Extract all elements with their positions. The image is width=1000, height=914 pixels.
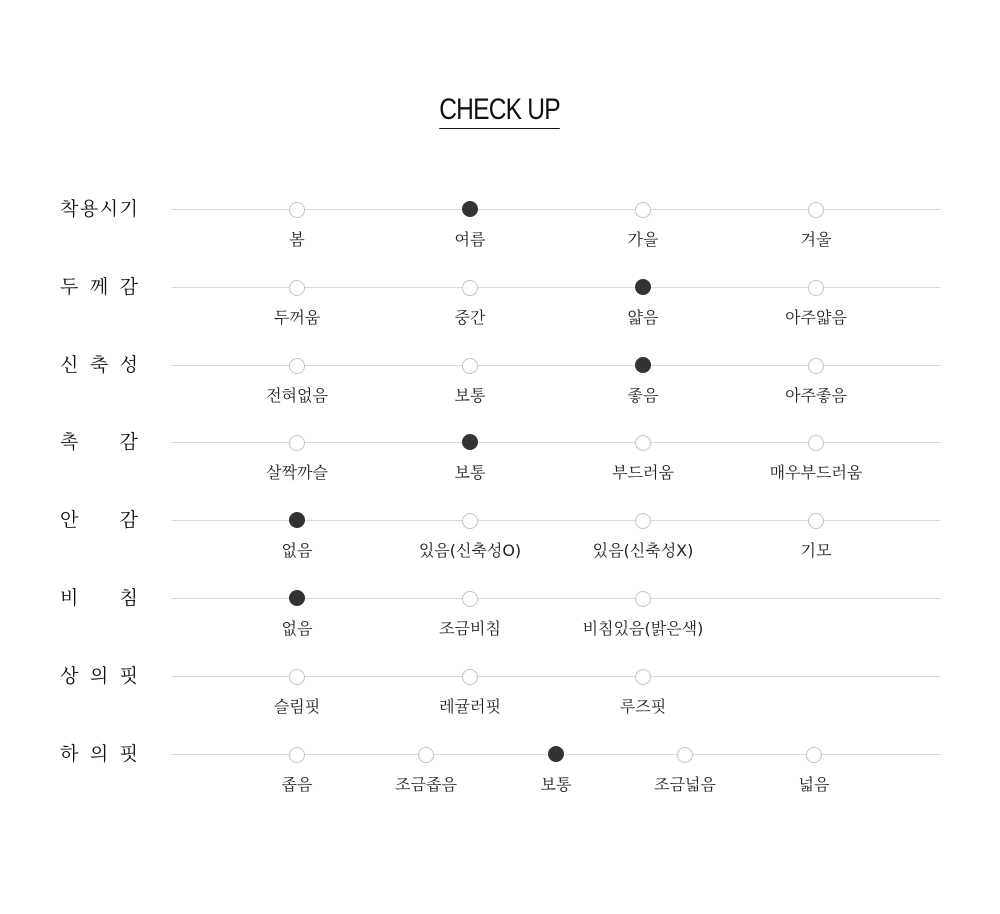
row-label-char: 감 bbox=[119, 509, 138, 531]
row-label bbox=[60, 196, 138, 222]
option-label: 겨울 bbox=[800, 230, 832, 249]
row-label-char: 안 bbox=[60, 509, 79, 531]
row-label-char: 신 bbox=[60, 354, 79, 376]
option-dot[interactable] bbox=[808, 358, 824, 374]
option-dot[interactable] bbox=[462, 669, 478, 685]
check-row bbox=[0, 509, 1000, 580]
row-label bbox=[60, 507, 138, 533]
check-row bbox=[0, 354, 1000, 425]
option-dot[interactable] bbox=[289, 280, 305, 296]
option-label: 있음(신축성O) bbox=[418, 541, 522, 560]
option-dot[interactable] bbox=[808, 435, 824, 451]
selected-option-dot[interactable] bbox=[289, 512, 305, 528]
row-label-char: 의 bbox=[89, 743, 109, 765]
option-dot[interactable] bbox=[418, 747, 434, 763]
row-track-line bbox=[172, 598, 940, 599]
option-label: 슬림핏 bbox=[273, 697, 321, 716]
option-label: 부드러움 bbox=[612, 463, 674, 482]
option-dot[interactable] bbox=[808, 280, 824, 296]
option-label: 기모 bbox=[800, 541, 832, 560]
check-row bbox=[0, 276, 1000, 347]
row-track-line bbox=[172, 442, 940, 443]
option-label: 루즈핏 bbox=[619, 697, 667, 716]
row-label bbox=[60, 352, 138, 378]
option-dot[interactable] bbox=[635, 202, 651, 218]
option-dot[interactable] bbox=[462, 280, 478, 296]
row-label-char: 께 bbox=[89, 276, 109, 298]
row-label-char: 두 bbox=[60, 276, 79, 298]
option-dot[interactable] bbox=[808, 513, 824, 529]
option-label: 얇음 bbox=[627, 308, 659, 327]
option-dot[interactable] bbox=[677, 747, 693, 763]
check-row bbox=[0, 587, 1000, 658]
option-label: 조금넓음 bbox=[654, 775, 716, 794]
option-dot[interactable] bbox=[462, 358, 478, 374]
row-track-line bbox=[172, 520, 940, 521]
option-label: 두꺼움 bbox=[273, 308, 321, 327]
option-label: 매우부드러움 bbox=[769, 463, 863, 482]
option-dot[interactable] bbox=[462, 591, 478, 607]
selected-option-dot[interactable] bbox=[462, 434, 478, 450]
option-dot[interactable] bbox=[289, 747, 305, 763]
option-label: 여름 bbox=[454, 230, 486, 249]
option-label: 중간 bbox=[454, 308, 486, 327]
row-label-char: 상 bbox=[60, 665, 79, 687]
row-label-char: 촉 bbox=[60, 431, 79, 453]
row-track-line bbox=[172, 365, 940, 366]
row-label-char: 착 bbox=[60, 198, 79, 220]
option-label: 있음(신축성X) bbox=[592, 541, 694, 560]
row-label-char: 축 bbox=[89, 354, 109, 376]
option-label: 조금비침 bbox=[439, 619, 501, 638]
row-label-char: 감 bbox=[119, 276, 138, 298]
row-track-line bbox=[172, 209, 940, 210]
option-label: 봄 bbox=[289, 230, 305, 249]
option-dot[interactable] bbox=[462, 513, 478, 529]
row-label-char: 성 bbox=[119, 354, 138, 376]
option-label: 살짝까슬 bbox=[266, 463, 328, 482]
check-row bbox=[0, 431, 1000, 502]
option-label: 조금좁음 bbox=[395, 775, 457, 794]
title-text: CHECK UP bbox=[440, 92, 561, 129]
row-label-char: 침 bbox=[119, 587, 138, 609]
selected-option-dot[interactable] bbox=[635, 279, 651, 295]
check-row bbox=[0, 665, 1000, 736]
option-dot[interactable] bbox=[635, 513, 651, 529]
option-label: 넓음 bbox=[798, 775, 830, 794]
option-dot[interactable] bbox=[289, 202, 305, 218]
option-dot[interactable] bbox=[808, 202, 824, 218]
option-label: 보통 bbox=[540, 775, 572, 794]
option-dot[interactable] bbox=[289, 435, 305, 451]
option-dot[interactable] bbox=[635, 591, 651, 607]
selected-option-dot[interactable] bbox=[462, 201, 478, 217]
row-track-line bbox=[172, 287, 940, 288]
row-label bbox=[60, 741, 138, 767]
option-label: 보통 bbox=[454, 463, 486, 482]
row-label bbox=[60, 585, 138, 611]
option-dot[interactable] bbox=[635, 669, 651, 685]
selected-option-dot[interactable] bbox=[635, 357, 651, 373]
selected-option-dot[interactable] bbox=[548, 746, 564, 762]
option-label: 레귤러핏 bbox=[439, 697, 501, 716]
option-label: 아주얇음 bbox=[785, 308, 847, 327]
option-label: 보통 bbox=[454, 386, 486, 405]
row-label-char: 시 bbox=[99, 198, 119, 220]
row-label bbox=[60, 663, 138, 689]
option-label: 비침있음(밝은색) bbox=[582, 619, 704, 638]
option-label: 없음 bbox=[281, 619, 313, 638]
option-label: 없음 bbox=[281, 541, 313, 560]
option-label: 전혀없음 bbox=[266, 386, 328, 405]
row-label-char: 용 bbox=[79, 198, 99, 220]
selected-option-dot[interactable] bbox=[289, 590, 305, 606]
row-label-char: 기 bbox=[119, 198, 138, 220]
row-label-char: 하 bbox=[60, 743, 79, 765]
row-label-char: 비 bbox=[60, 587, 79, 609]
option-label: 가을 bbox=[627, 230, 659, 249]
row-label-char: 의 bbox=[89, 665, 109, 687]
row-label bbox=[60, 274, 138, 300]
row-label-char: 감 bbox=[119, 431, 138, 453]
option-label: 좁음 bbox=[281, 775, 313, 794]
option-dot[interactable] bbox=[289, 669, 305, 685]
check-row bbox=[0, 743, 1000, 814]
check-row bbox=[0, 198, 1000, 269]
row-label-char: 핏 bbox=[119, 743, 138, 765]
option-label: 좋음 bbox=[627, 386, 659, 405]
row-label-char: 핏 bbox=[119, 665, 138, 687]
check-up-title bbox=[0, 92, 1000, 129]
option-dot[interactable] bbox=[289, 358, 305, 374]
option-dot[interactable] bbox=[806, 747, 822, 763]
option-label: 아주좋음 bbox=[785, 386, 847, 405]
option-dot[interactable] bbox=[635, 435, 651, 451]
row-label bbox=[60, 429, 138, 455]
row-track-line bbox=[172, 676, 940, 677]
